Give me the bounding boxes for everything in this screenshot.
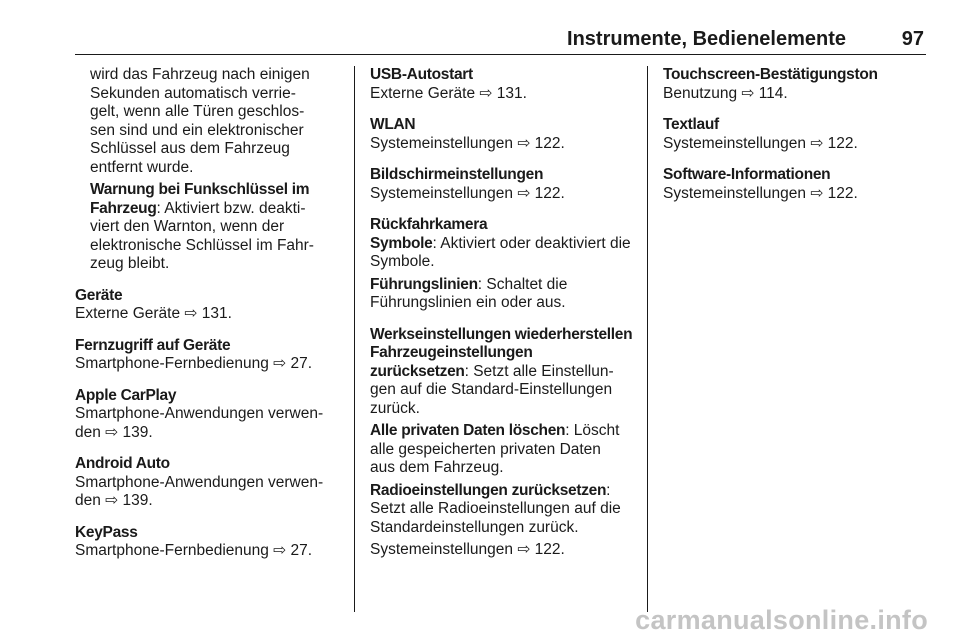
- text-line: wird das Fahrzeug nach einigen: [90, 66, 310, 83]
- entry-software-info: [663, 166, 928, 203]
- entry-link[interactable]: Externe Geräte ⇨ 131.: [75, 305, 232, 322]
- text-line: gelt, wenn alle Türen geschlos-: [90, 103, 305, 120]
- entry-link[interactable]: Systemeinstellungen ⇨ 122.: [370, 541, 565, 558]
- text-line: elektronische Schlüssel im Fahr-: [90, 236, 314, 254]
- text-line: alle gespeicherten privaten Daten: [370, 440, 601, 458]
- text-line: entfernt wurde.: [90, 158, 194, 176]
- entry-apple-carplay: [75, 387, 340, 443]
- entry-heading: Fernzugriff auf Geräte: [75, 336, 231, 354]
- entry-link[interactable]: den ⇨ 139.: [75, 423, 153, 441]
- column-divider: [647, 66, 648, 612]
- entry-link[interactable]: Systemeinstellungen ⇨ 122.: [370, 184, 565, 202]
- text-line: : Schaltet die: [477, 275, 568, 293]
- page-header: [75, 0, 926, 55]
- term: Führungslinien: [370, 275, 478, 293]
- text-line: zurück.: [370, 399, 420, 417]
- column-1: [75, 66, 340, 574]
- text-line: Smartphone-Anwendungen verwen-: [75, 473, 324, 491]
- text-line: Setzt alle Radioeinstellungen auf die: [370, 500, 621, 517]
- entry-heading: USB-Autostart: [370, 66, 473, 83]
- entry-link[interactable]: Smartphone-Fernbedienung ⇨ 27.: [75, 542, 313, 559]
- term: Symbole: [370, 234, 433, 252]
- entry-link[interactable]: Systemeinstellungen ⇨ 122.: [663, 184, 858, 202]
- page-number: 97: [901, 28, 924, 50]
- entry-link[interactable]: Systemeinstellungen ⇨ 122.: [370, 134, 565, 152]
- entry-geraete: [75, 287, 340, 324]
- entry-heading: Geräte: [75, 286, 123, 304]
- text-line: Standardeinstellungen zurück.: [370, 518, 579, 536]
- term: Fahrzeugeinstellungen: [370, 344, 533, 361]
- entry-usb-autostart: [370, 66, 635, 103]
- entry-keypass: [75, 524, 340, 561]
- text-line: sen sind und ein elektronischer: [90, 121, 304, 139]
- term: Warnung bei Funkschlüssel im: [90, 181, 310, 198]
- entry-heading: Textlauf: [663, 116, 719, 133]
- column-3: [663, 66, 928, 216]
- entry-heading: Bildschirmeinstellungen: [370, 166, 544, 183]
- text-line: :: [606, 481, 611, 499]
- entry-touchscreen-ton: [663, 66, 928, 103]
- text-line: : Aktiviert bzw. deakti-: [156, 199, 306, 217]
- text-line: Schlüssel aus dem Fahrzeug: [90, 140, 290, 157]
- entry-fernzugriff: [75, 337, 340, 374]
- text-line: viert den Warnton, wenn der: [90, 218, 285, 235]
- entry-rueckfahrkamera: [370, 216, 635, 313]
- term: zurücksetzen: [370, 362, 465, 380]
- text-line: : Setzt alle Einstellun-: [464, 362, 614, 380]
- intro-paragraph: [75, 66, 340, 274]
- entry-wlan: [370, 116, 635, 153]
- text-line: Symbole.: [370, 253, 435, 270]
- entry-heading: KeyPass: [75, 523, 138, 541]
- entry-heading: WLAN: [370, 116, 416, 133]
- column-2: [370, 66, 635, 573]
- entry-link[interactable]: den ⇨ 139.: [75, 492, 153, 509]
- entry-bildschirm: [370, 166, 635, 203]
- entry-werkseinstellungen: [370, 326, 635, 560]
- entry-heading: Software-Informationen: [663, 166, 831, 183]
- page-title: Instrumente, Bedienelemente: [567, 28, 846, 50]
- text-line: zeug bleibt.: [90, 255, 170, 272]
- entry-heading: Apple CarPlay: [75, 386, 177, 404]
- text-line: : Löscht: [565, 422, 620, 439]
- entry-link[interactable]: Benutzung ⇨ 114.: [663, 84, 788, 102]
- entry-link[interactable]: Systemeinstellungen ⇨ 122.: [663, 134, 858, 152]
- entry-link[interactable]: Externe Geräte ⇨ 131.: [370, 84, 527, 102]
- warning-paragraph: [90, 181, 340, 274]
- term: Radioeinstellungen zurücksetzen: [370, 481, 607, 499]
- text-line: Führungslinien ein oder aus.: [370, 294, 566, 311]
- term: Alle privaten Daten löschen: [370, 422, 566, 439]
- entry-heading: Werkseinstellungen wiederherstellen: [370, 325, 633, 343]
- entry-heading: Android Auto: [75, 455, 170, 472]
- entry-textlauf: [663, 116, 928, 153]
- entry-heading: Rückfahrkamera: [370, 216, 488, 233]
- text-line: aus dem Fahrzeug.: [370, 459, 504, 476]
- text-line: Smartphone-Anwendungen verwen-: [75, 405, 324, 422]
- term: Fahrzeug: [90, 199, 157, 217]
- text-line: gen auf die Standard-Einstellungen: [370, 381, 613, 398]
- watermark: carmanualsonline.info: [635, 605, 928, 635]
- entry-android-auto: [75, 455, 340, 511]
- text-line: : Aktiviert oder deaktiviert die: [432, 234, 631, 252]
- text-line: Sekunden automatisch verrie-: [90, 84, 296, 102]
- entry-link[interactable]: Smartphone-Fernbedienung ⇨ 27.: [75, 355, 313, 372]
- entry-heading: Touchscreen-Bestätigungston: [663, 66, 878, 83]
- column-divider: [354, 66, 355, 612]
